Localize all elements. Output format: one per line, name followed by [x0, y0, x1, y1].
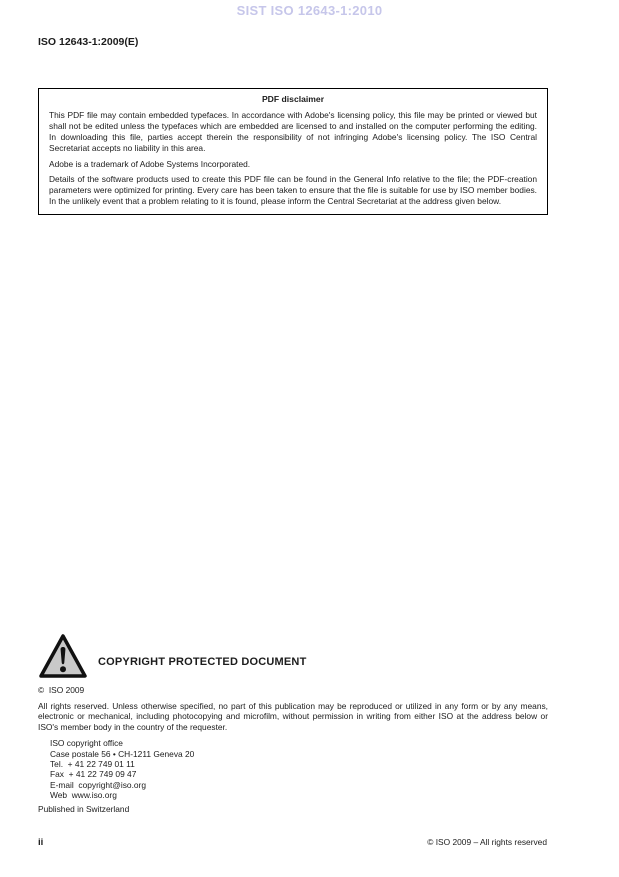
- copyright-section: [38, 633, 548, 814]
- published-line: Published in Switzerland: [38, 803, 130, 814]
- page-footer: [38, 837, 547, 848]
- document-code: ISO 12643-1:2009(E): [38, 36, 139, 48]
- copyright-year-line: © ISO 2009: [38, 685, 85, 695]
- disclaimer-paragraph: Details of the software products used to create this PDF file can be found in the General Info relative to the file; the PDF-creation parameters were optimized for printing. Every care has been taken to ensure that the file is suitable for use by ISO member bodies. In the unlikely event that a problem relating to it is found, please inform the Central Secretariat at the address given below.: [49, 174, 537, 206]
- copyright-heading: COPYRIGHT PROTECTED DOCUMENT: [98, 656, 307, 668]
- pdf-disclaimer-box: [38, 88, 548, 215]
- address-line: Case postale 56 • CH-1211 Geneva 20: [50, 748, 195, 759]
- address-line: ISO copyright office: [50, 738, 123, 749]
- copyright-header: [38, 633, 548, 679]
- disclaimer-paragraph: Adobe is a trademark of Adobe Systems Incorporated.: [49, 158, 251, 169]
- disclaimer-paragraph: This PDF file may contain embedded typefaces. In accordance with Adobe's licensing policy, this file may be printed or viewed but shall not be edited unless the typefaces which are embedded are licensed to and installed on the computer performing the editing. In downloading this file, parties accept therein the responsibility of not infringing Adobe's licensing policy. The ISO Central Secretariat accepts no liability in this area.: [49, 110, 537, 153]
- iso-address-block: [50, 738, 548, 800]
- address-line-web: Web www.iso.org: [50, 790, 117, 801]
- address-line-email: E-mail copyright@iso.org: [50, 779, 147, 790]
- warning-triangle-icon: [38, 633, 88, 679]
- rights-reserved-text: All rights reserved. Unless otherwise specified, no part of this publication may be reproduced or utilized in any form or by any means, electronic or mechanical, including photocopying and microfilm, without permission in writing from either ISO at the address below or ISO's member body in the country of the requester.: [38, 701, 548, 732]
- footer-copyright: © ISO 2009 – All rights reserved: [427, 837, 547, 847]
- address-line-fax: Fax + 41 22 749 09 47: [50, 769, 137, 780]
- disclaimer-title: PDF disclaimer: [261, 94, 325, 104]
- page-number: ii: [38, 837, 44, 848]
- watermark: SIST ISO 12643-1:2010: [236, 3, 383, 18]
- address-line-tel: Tel. + 41 22 749 01 11: [50, 759, 135, 770]
